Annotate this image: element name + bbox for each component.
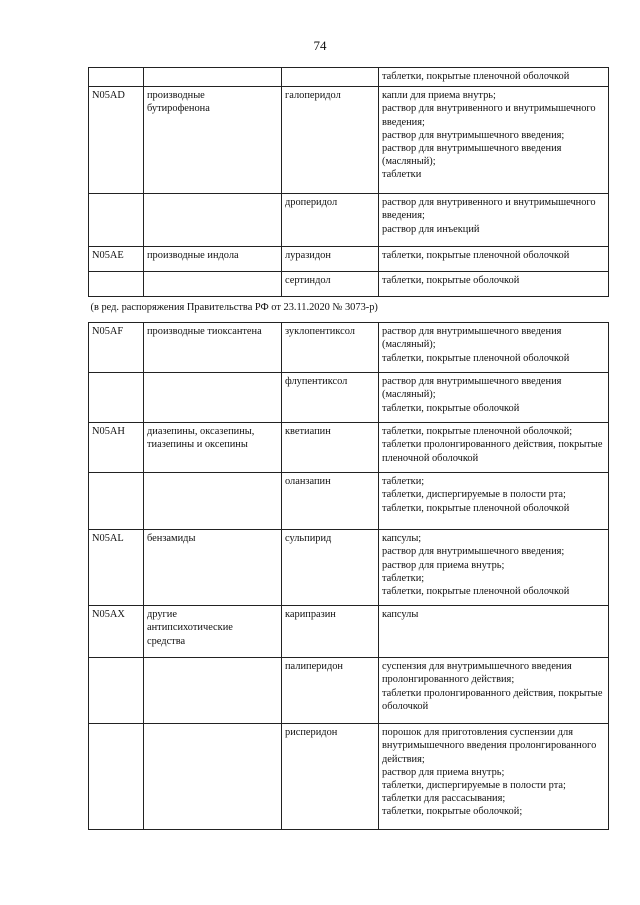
pharmacological-group-cell — [144, 724, 282, 830]
dosage-form-cell: суспензия для внутримышечного введения пролонгированного действия; таблетки пролонгированного действия, покрытые оболочкой — [379, 658, 609, 724]
dosage-form-cell: капли для приема внутрь; раствор для внутривенного и внутримышечного введения; раствор для внутримышечного введения; раствор для внутримышечного введения (масляный); таблетки — [379, 87, 609, 194]
dosage-form-cell: капсулы; раствор для внутримышечного введения; раствор для приема внутрь; таблетки; таблетки, покрытые пленочной оболочкой — [379, 530, 609, 606]
pharmacological-group-cell — [144, 68, 282, 87]
dosage-form-cell: таблетки, покрытые пленочной оболочкой — [379, 247, 609, 272]
pharmacological-group-cell — [144, 272, 282, 297]
atc-code-cell — [89, 473, 144, 530]
drug-name-cell: зуклопентиксол — [282, 323, 379, 373]
drug-name-cell: галоперидол — [282, 87, 379, 194]
dosage-form-cell: таблетки, покрытые пленочной оболочкой — [379, 68, 609, 87]
drug-name-cell: сертиндол — [282, 272, 379, 297]
atc-code-cell: N05AF — [89, 323, 144, 373]
table-row — [89, 658, 609, 724]
drug-name-cell: флупентиксол — [282, 373, 379, 423]
amendment-note-row — [89, 297, 609, 323]
dosage-form-cell: раствор для внутримышечного введения (масляный); таблетки, покрытые оболочкой — [379, 373, 609, 423]
dosage-form-cell: порошок для приготовления суспензии для внутримышечного введения пролонгированного действия; раствор для приема внутрь; таблетки, диспергируемые в полости рта; таблетки для рассасывания; таблетки, покрытые оболочкой; — [379, 724, 609, 830]
drug-name-cell: палиперидон — [282, 658, 379, 724]
drug-name-cell: кветиапин — [282, 423, 379, 473]
drug-classification-table — [88, 67, 609, 830]
table-row — [89, 247, 609, 272]
pharmacological-group-cell — [144, 194, 282, 247]
atc-code-cell — [89, 373, 144, 423]
drug-name-cell: луразидон — [282, 247, 379, 272]
pharmacological-group-cell — [144, 658, 282, 724]
pharmacological-group-cell: производные тиоксантена — [144, 323, 282, 373]
atc-code-cell — [89, 658, 144, 724]
atc-code-cell — [89, 724, 144, 830]
table-row — [89, 473, 609, 530]
pharmacological-group-cell: производные индола — [144, 247, 282, 272]
drug-name-cell: карипразин — [282, 606, 379, 658]
atc-code-cell: N05AH — [89, 423, 144, 473]
atc-code-cell — [89, 272, 144, 297]
table-row — [89, 87, 609, 194]
table-row — [89, 373, 609, 423]
drug-name-cell: оланзапин — [282, 473, 379, 530]
dosage-form-cell: раствор для внутримышечного введения (масляный); таблетки, покрытые пленочной оболочкой — [379, 323, 609, 373]
atc-code-cell: N05AL — [89, 530, 144, 606]
dosage-form-cell: таблетки, покрытые пленочной оболочкой; таблетки пролонгированного действия, покрытые пленочной оболочкой — [379, 423, 609, 473]
pharmacological-group-cell: производные бутирофенона — [144, 87, 282, 194]
atc-code-cell: N05AD — [89, 87, 144, 194]
pharmacological-group-cell: другие антипсихотические средства — [144, 606, 282, 658]
dosage-form-cell: раствор для внутривенного и внутримышечного введения; раствор для инъекций — [379, 194, 609, 247]
drug-name-cell: сульпирид — [282, 530, 379, 606]
dosage-form-cell: капсулы — [379, 606, 609, 658]
table-row — [89, 272, 609, 297]
atc-code-cell: N05AE — [89, 247, 144, 272]
pharmacological-group-cell — [144, 373, 282, 423]
amendment-note: (в ред. распоряжения Правительства РФ от 23.11.2020 № 3073-р) — [89, 297, 609, 323]
drug-name-cell: рисперидон — [282, 724, 379, 830]
table-body — [89, 68, 609, 830]
table-row — [89, 724, 609, 830]
table-row — [89, 194, 609, 247]
atc-code-cell: N05AX — [89, 606, 144, 658]
table-row — [89, 530, 609, 606]
atc-code-cell — [89, 194, 144, 247]
drug-name-cell: дроперидол — [282, 194, 379, 247]
pharmacological-group-cell: диазепины, оксазепины, тиазепины и оксепины — [144, 423, 282, 473]
table-row — [89, 423, 609, 473]
dosage-form-cell: таблетки; таблетки, диспергируемые в полости рта; таблетки, покрытые пленочной оболочкой — [379, 473, 609, 530]
drug-name-cell — [282, 68, 379, 87]
pharmacological-group-cell — [144, 473, 282, 530]
table-row — [89, 606, 609, 658]
table-row — [89, 68, 609, 87]
table-row — [89, 323, 609, 373]
dosage-form-cell: таблетки, покрытые оболочкой — [379, 272, 609, 297]
atc-code-cell — [89, 68, 144, 87]
page-number: 74 — [313, 38, 327, 53]
pharmacological-group-cell: бензамиды — [144, 530, 282, 606]
